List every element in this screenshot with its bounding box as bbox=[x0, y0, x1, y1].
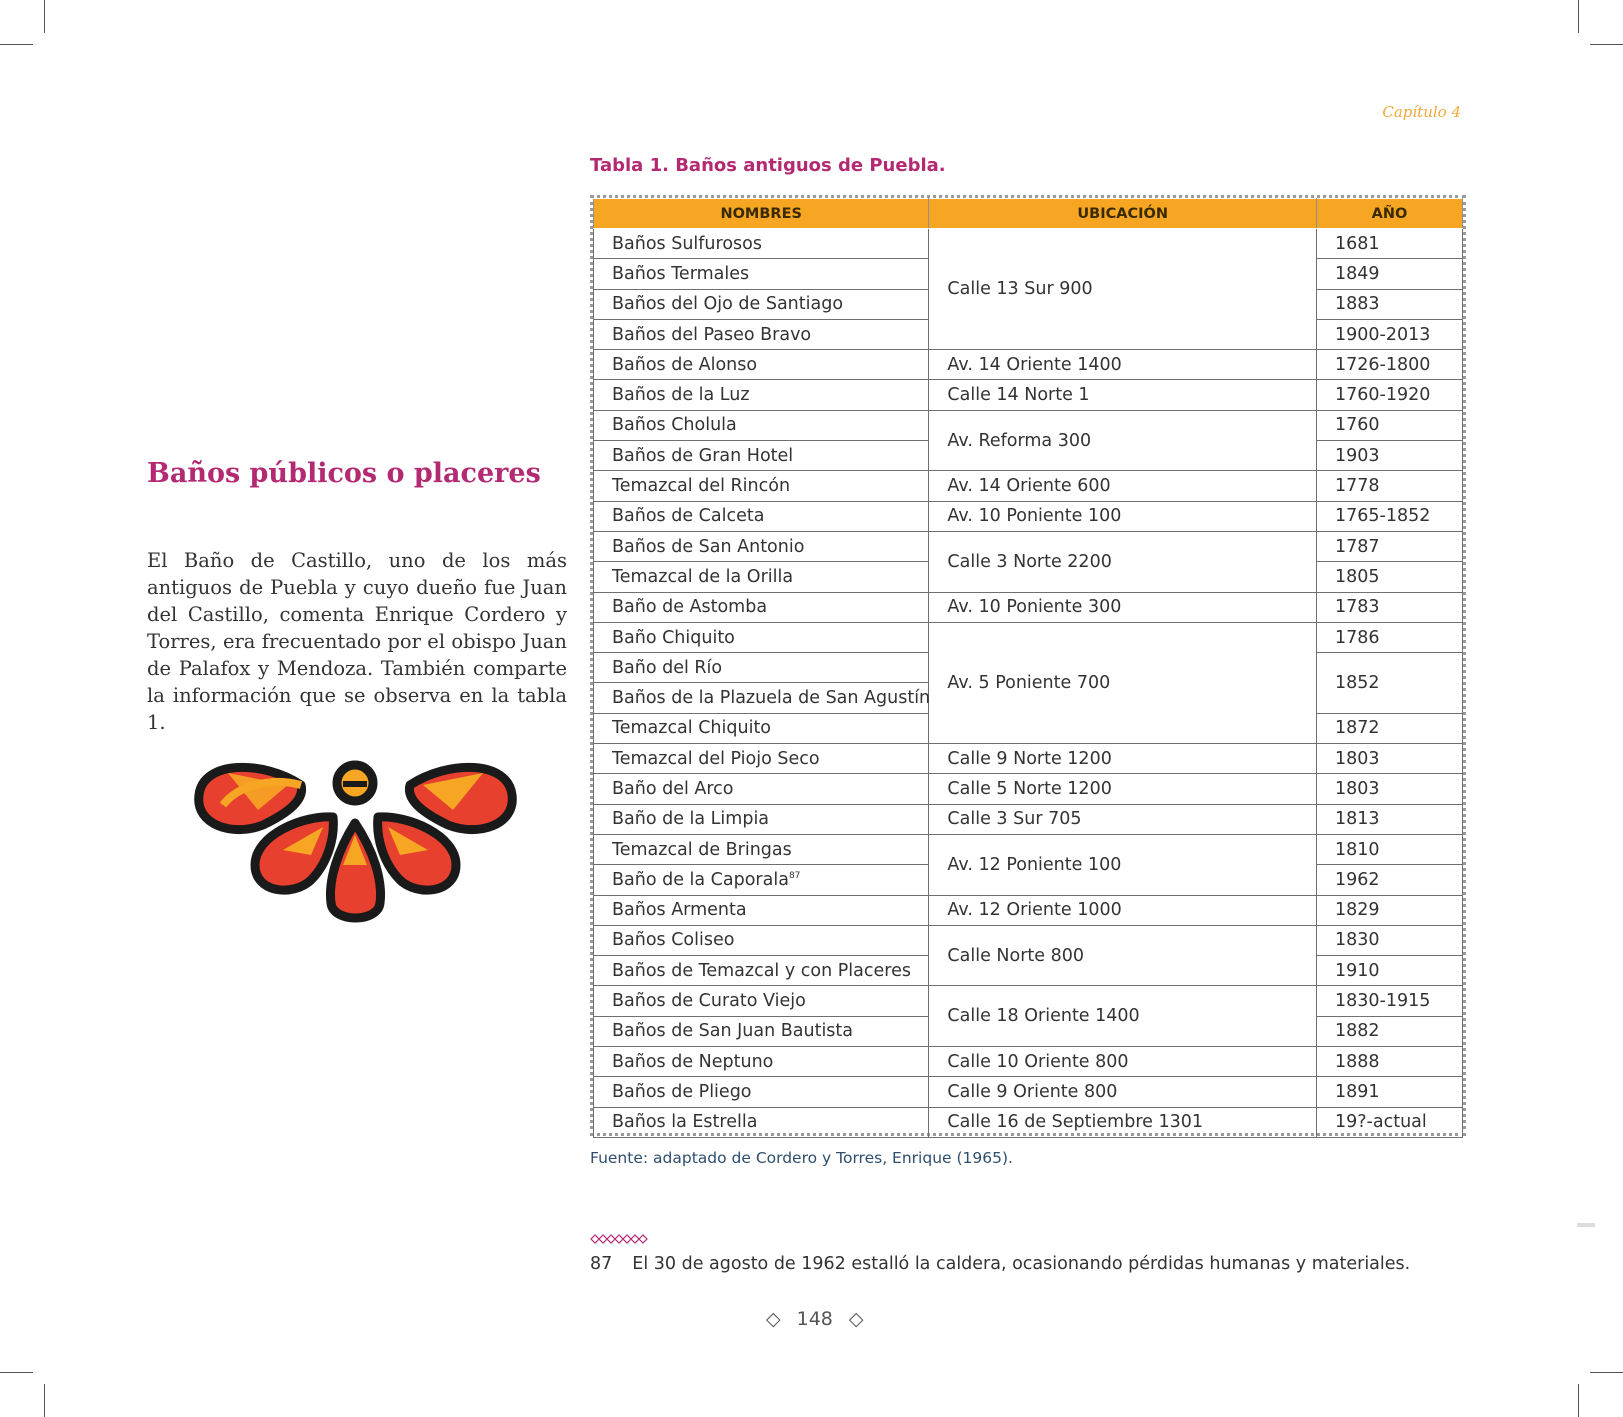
table-row bbox=[594, 410, 1463, 440]
table-row bbox=[594, 592, 1463, 622]
name-cell: Baños de la Luz bbox=[594, 380, 929, 410]
location-cell: Calle 9 Norte 1200 bbox=[929, 744, 1317, 774]
table-row bbox=[594, 774, 1463, 804]
name-cell: Baños la Estrella bbox=[594, 1107, 929, 1137]
year-cell: 19?-actual bbox=[1316, 1107, 1462, 1137]
location-cell: Calle Norte 800 bbox=[929, 925, 1317, 986]
year-cell: 1830-1915 bbox=[1316, 986, 1462, 1016]
location-cell: Calle 10 Oriente 800 bbox=[929, 1047, 1317, 1077]
page-number bbox=[758, 1308, 872, 1330]
year-cell: 1910 bbox=[1316, 956, 1462, 986]
name-cell: Baño del Arco bbox=[594, 774, 929, 804]
name-cell: Baños Armenta bbox=[594, 895, 929, 925]
year-cell: 1883 bbox=[1316, 289, 1462, 319]
table-row bbox=[594, 1047, 1463, 1077]
table-source: Fuente: adaptado de Cordero y Torres, Enrique (1965). bbox=[590, 1149, 1013, 1167]
table-row bbox=[594, 804, 1463, 834]
table-row bbox=[594, 501, 1463, 531]
year-cell: 1783 bbox=[1316, 592, 1462, 622]
footnote bbox=[590, 1254, 1410, 1274]
year-cell: 1882 bbox=[1316, 1016, 1462, 1046]
year-cell: 1900-2013 bbox=[1316, 319, 1462, 349]
name-cell: Temazcal del Piojo Seco bbox=[594, 744, 929, 774]
year-cell: 1849 bbox=[1316, 259, 1462, 289]
name-cell bbox=[594, 865, 929, 895]
year-cell: 1810 bbox=[1316, 834, 1462, 864]
year-cell: 1765-1852 bbox=[1316, 501, 1462, 531]
column-header-year: AÑO bbox=[1316, 199, 1462, 229]
location-cell: Calle 3 Sur 705 bbox=[929, 804, 1317, 834]
table-row bbox=[594, 350, 1463, 380]
location-cell: Av. 14 Oriente 1400 bbox=[929, 350, 1317, 380]
name-cell: Temazcal Chiquito bbox=[594, 713, 929, 743]
crop-mark bbox=[44, 1384, 45, 1417]
name-cell: Baño Chiquito bbox=[594, 622, 929, 652]
location-cell: Calle 3 Norte 2200 bbox=[929, 531, 1317, 592]
location-cell: Av. 12 Oriente 1000 bbox=[929, 895, 1317, 925]
footnote-number: 87 bbox=[590, 1254, 613, 1274]
year-cell: 1872 bbox=[1316, 713, 1462, 743]
year-cell: 1760-1920 bbox=[1316, 380, 1462, 410]
location-cell: Calle 18 Oriente 1400 bbox=[929, 986, 1317, 1047]
table-row bbox=[594, 531, 1463, 561]
year-cell: 1786 bbox=[1316, 622, 1462, 652]
footnote-text: El 30 de agosto de 1962 estalló la caldera, ocasionando pérdidas humanas y materiales. bbox=[632, 1254, 1411, 1274]
body-paragraph: El Baño de Castillo, uno de los más antiguos de Puebla y cuyo dueño fue Juan del Castillo, comenta Enrique Cordero y Torres, era frecuentado por el obispo Juan de Palafox y Mendoza. También comparte la información que se observa en la tabla 1. bbox=[147, 549, 567, 734]
year-cell: 1888 bbox=[1316, 1047, 1462, 1077]
year-cell: 1778 bbox=[1316, 471, 1462, 501]
table-row bbox=[594, 380, 1463, 410]
year-cell: 1829 bbox=[1316, 895, 1462, 925]
name-cell: Baño de Astomba bbox=[594, 592, 929, 622]
name-cell: Baño de la Limpia bbox=[594, 804, 929, 834]
name-text: Baño de la Caporala bbox=[612, 869, 789, 890]
year-cell: 1805 bbox=[1316, 562, 1462, 592]
table-row bbox=[594, 986, 1463, 1016]
year-cell: 1813 bbox=[1316, 804, 1462, 834]
diamond-icon: ◇ bbox=[848, 1308, 864, 1330]
crop-mark bbox=[1590, 44, 1623, 45]
talavera-flower-icon bbox=[193, 755, 518, 930]
location-cell: Calle 13 Sur 900 bbox=[929, 229, 1317, 350]
year-cell: 1803 bbox=[1316, 744, 1462, 774]
location-cell: Calle 5 Norte 1200 bbox=[929, 774, 1317, 804]
name-cell: Baño del Río bbox=[594, 653, 929, 683]
table-row bbox=[594, 1107, 1463, 1137]
year-cell: 1962 bbox=[1316, 865, 1462, 895]
name-cell: Baños de San Juan Bautista bbox=[594, 1016, 929, 1046]
crop-mark bbox=[1590, 1372, 1623, 1373]
crop-mark bbox=[1578, 0, 1579, 33]
table-container bbox=[590, 195, 1466, 1136]
year-cell: 1830 bbox=[1316, 925, 1462, 955]
year-cell: 1891 bbox=[1316, 1077, 1462, 1107]
location-cell: Av. 5 Poniente 700 bbox=[929, 622, 1317, 743]
crop-mark bbox=[0, 1372, 33, 1373]
location-cell: Calle 14 Norte 1 bbox=[929, 380, 1317, 410]
location-cell: Av. 10 Poniente 300 bbox=[929, 592, 1317, 622]
name-cell: Baños de Neptuno bbox=[594, 1047, 929, 1077]
crop-mark bbox=[44, 0, 45, 33]
table-row bbox=[594, 895, 1463, 925]
name-cell: Baños Termales bbox=[594, 259, 929, 289]
year-cell: 1903 bbox=[1316, 441, 1462, 471]
year-cell: 1760 bbox=[1316, 410, 1462, 440]
table-row bbox=[594, 471, 1463, 501]
page-number-text: 148 bbox=[796, 1308, 833, 1330]
crop-mark bbox=[1578, 1384, 1579, 1417]
year-cell: 1803 bbox=[1316, 774, 1462, 804]
name-cell: Baños de Curato Viejo bbox=[594, 986, 929, 1016]
name-cell: Temazcal de Bringas bbox=[594, 834, 929, 864]
table-caption: Tabla 1. Baños antiguos de Puebla. bbox=[590, 155, 946, 176]
table-header-row bbox=[594, 199, 1463, 229]
table-row bbox=[594, 622, 1463, 652]
table-row bbox=[594, 925, 1463, 955]
name-cell: Baños de la Plazuela de San Agustín bbox=[594, 683, 929, 713]
year-cell: 1787 bbox=[1316, 531, 1462, 561]
name-cell: Temazcal del Rincón bbox=[594, 471, 929, 501]
name-cell: Temazcal de la Orilla bbox=[594, 562, 929, 592]
footnote-divider-icon bbox=[590, 1234, 650, 1244]
location-cell: Calle 9 Oriente 800 bbox=[929, 1077, 1317, 1107]
table-row bbox=[594, 744, 1463, 774]
location-cell: Av. Reforma 300 bbox=[929, 410, 1317, 471]
name-cell: Baños de Gran Hotel bbox=[594, 441, 929, 471]
name-cell: Baños Sulfurosos bbox=[594, 229, 929, 259]
name-cell: Baños de Calceta bbox=[594, 501, 929, 531]
location-cell: Av. 12 Poniente 100 bbox=[929, 834, 1317, 895]
location-cell: Calle 16 de Septiembre 1301 bbox=[929, 1107, 1317, 1137]
footnote-reference: 87 bbox=[788, 871, 801, 882]
section-title: Baños públicos o placeres bbox=[147, 458, 541, 489]
column-header-location: UBICACIÓN bbox=[929, 199, 1317, 229]
crop-mark bbox=[0, 44, 33, 45]
name-cell: Baños del Paseo Bravo bbox=[594, 319, 929, 349]
name-cell: Baños del Ojo de Santiago bbox=[594, 289, 929, 319]
side-tab bbox=[1577, 1223, 1595, 1227]
location-cell: Av. 14 Oriente 600 bbox=[929, 471, 1317, 501]
name-cell: Baños de Temazcal y con Placeres bbox=[594, 956, 929, 986]
year-cell: 1681 bbox=[1316, 229, 1462, 259]
name-cell: Baños de Alonso bbox=[594, 350, 929, 380]
location-cell: Av. 10 Poniente 100 bbox=[929, 501, 1317, 531]
name-cell: Baños Cholula bbox=[594, 410, 929, 440]
name-cell: Baños de San Antonio bbox=[594, 531, 929, 561]
name-cell: Baños de Pliego bbox=[594, 1077, 929, 1107]
baths-table bbox=[593, 198, 1463, 1138]
year-cell: 1852 bbox=[1316, 653, 1462, 714]
table-row bbox=[594, 1077, 1463, 1107]
table-row bbox=[594, 834, 1463, 864]
name-cell: Baños Coliseo bbox=[594, 925, 929, 955]
chapter-header: Capítulo 4 bbox=[1382, 103, 1461, 121]
table-row bbox=[594, 229, 1463, 259]
column-header-names: NOMBRES bbox=[594, 199, 929, 229]
year-cell: 1726-1800 bbox=[1316, 350, 1462, 380]
diamond-icon: ◇ bbox=[766, 1308, 781, 1330]
